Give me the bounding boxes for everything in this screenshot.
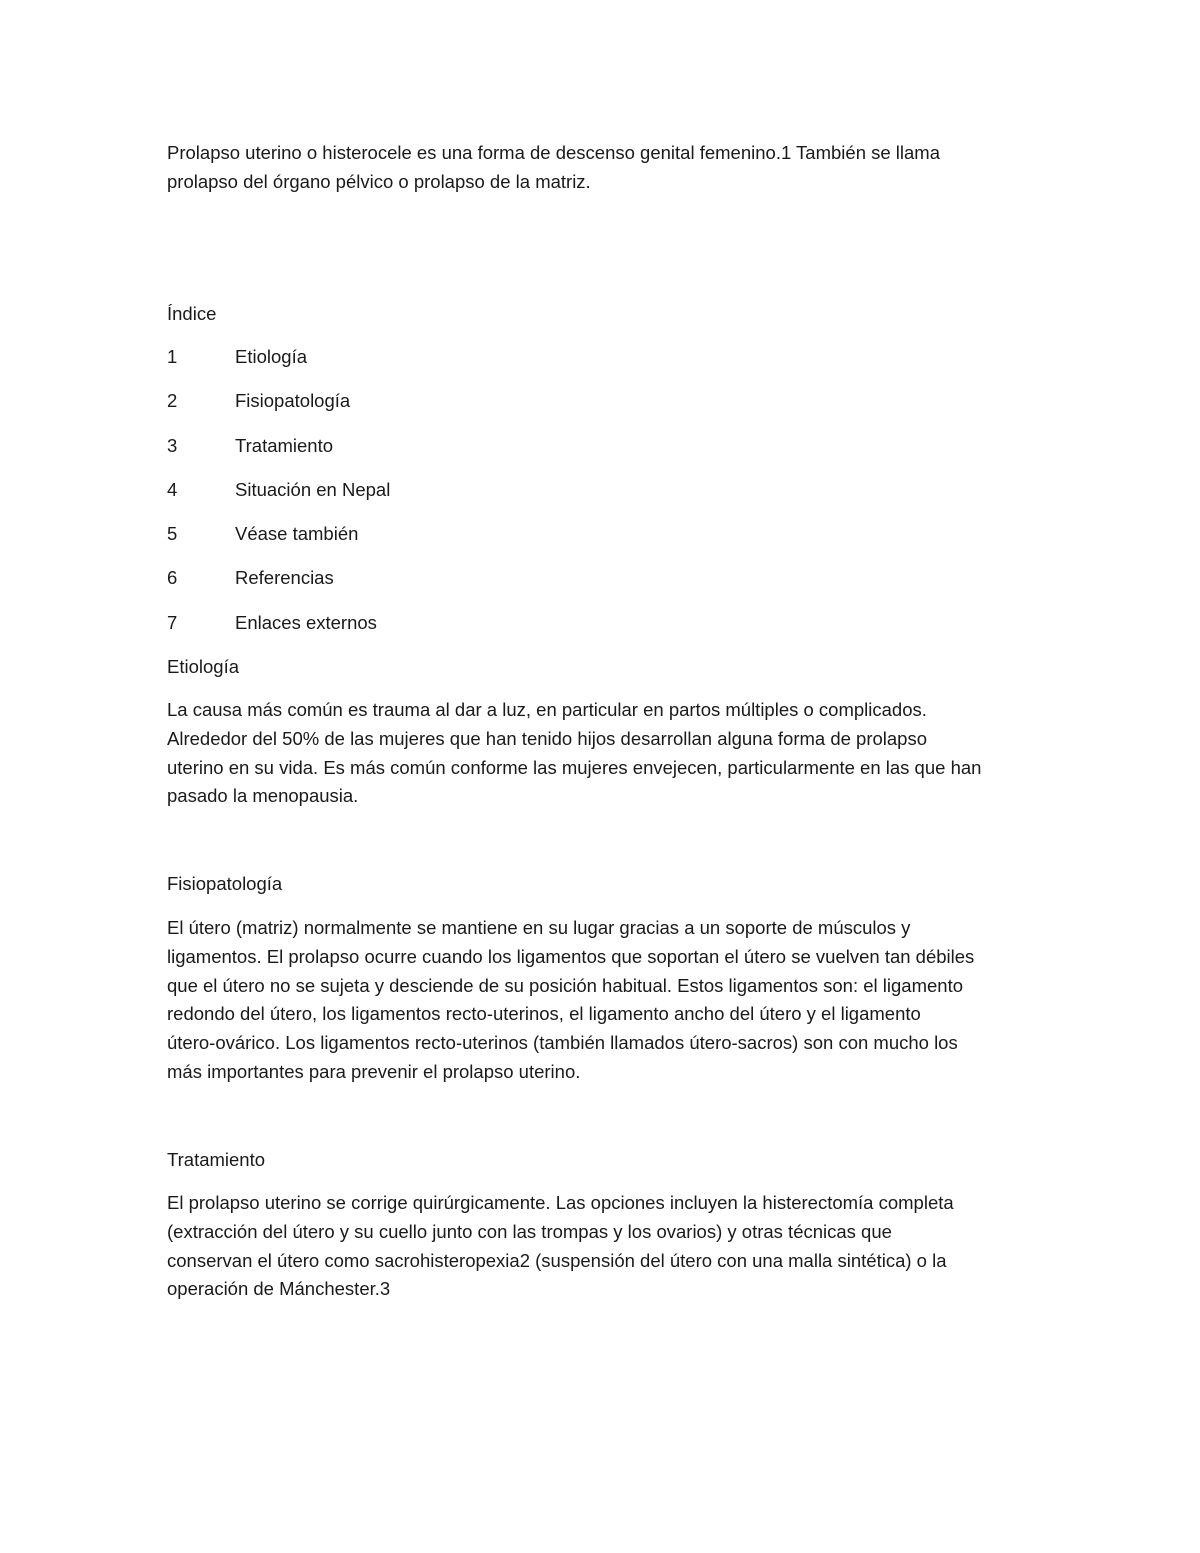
paragraph-line: más importantes para prevenir el prolapso uterino. bbox=[167, 1060, 581, 1082]
paragraph-line: ligamentos. El prolapso ocurre cuando los ligamentos que soportan el útero se vuelven tan débiles bbox=[167, 945, 975, 967]
toc-item-vease-tambien bbox=[167, 520, 767, 548]
paragraph-line: pasado la menopausia. bbox=[167, 785, 359, 807]
section-heading-etiologia: Etiología bbox=[167, 656, 239, 677]
paragraph-line: El prolapso uterino se corrige quirúrgicamente. Las opciones incluyen la histerectomía completa bbox=[167, 1192, 954, 1213]
paragraph-line: La causa más común es trauma al dar a luz, en particular en partos múltiples o complicados. bbox=[167, 699, 927, 720]
intro-paragraph bbox=[167, 139, 1047, 197]
paragraph-line: (extracción del útero y su cuello junto con las trompas y los ovarios) y otras técnicas que bbox=[167, 1220, 892, 1242]
toc-item-label: Etiología bbox=[235, 346, 307, 367]
toc-item-label: Véase también bbox=[235, 523, 359, 544]
toc-title: Índice bbox=[167, 303, 217, 324]
intro-line: Prolapso uterino o histerocele es una forma de descenso genital femenino.1 También se llama bbox=[167, 142, 941, 163]
toc-item-situacion-nepal bbox=[167, 476, 767, 504]
toc-item-label: Referencias bbox=[235, 567, 334, 588]
toc-item-label: Situación en Nepal bbox=[235, 479, 391, 500]
toc-item-label: Enlaces externos bbox=[235, 612, 377, 633]
toc-item-number: 2 bbox=[167, 390, 178, 411]
section-paragraph-tratamiento bbox=[167, 1189, 1047, 1304]
section-heading-fisiopatologia: Fisiopatología bbox=[167, 873, 283, 894]
toc-item-etiologia bbox=[167, 343, 767, 371]
paragraph-line: redondo del útero, los ligamentos recto-uterinos, el ligamento ancho del útero y el ligamento bbox=[167, 1003, 921, 1025]
toc-item-number: 4 bbox=[167, 479, 178, 500]
toc-item-referencias bbox=[167, 564, 767, 592]
paragraph-line: útero-ovárico. Los ligamentos recto-uterinos (también llamados útero-sacros) son con mucho los bbox=[167, 1032, 958, 1054]
paragraph-line: El útero (matriz) normalmente se mantiene en su lugar gracias a un soporte de músculos y bbox=[167, 917, 911, 938]
toc-item-tratamiento bbox=[167, 432, 767, 460]
toc-item-label: Tratamiento bbox=[235, 435, 334, 456]
toc-item-enlaces-externos bbox=[167, 609, 767, 637]
paragraph-line: que el útero no se sujeta y desciende de su posición habitual. Estos ligamentos son: el ligamento bbox=[167, 974, 963, 996]
toc-item-label: Fisiopatología bbox=[235, 390, 351, 411]
toc-item-number: 6 bbox=[167, 567, 178, 588]
toc-item-number: 3 bbox=[167, 435, 178, 456]
toc-item-number: 5 bbox=[167, 523, 178, 544]
toc-item-number: 7 bbox=[167, 612, 178, 633]
paragraph-line: conservan el útero como sacrohisteropexia2 (suspensión del útero con una malla sintética) o la bbox=[167, 1249, 947, 1271]
section-paragraph-fisiopatologia bbox=[167, 914, 1047, 1087]
toc-item-fisiopatologia bbox=[167, 387, 767, 415]
section-heading-tratamiento: Tratamiento bbox=[167, 1149, 266, 1170]
paragraph-line: Alrededor del 50% de las mujeres que han tenido hijos desarrollan alguna forma de prolapso bbox=[167, 727, 928, 749]
intro-line: prolapso del órgano pélvico o prolapso de la matriz. bbox=[167, 170, 591, 192]
paragraph-line: uterino en su vida. Es más común conforme las mujeres envejecen, particularmente en las que han bbox=[167, 756, 982, 778]
paragraph-line: operación de Mánchester.3 bbox=[167, 1278, 391, 1300]
section-paragraph-etiologia bbox=[167, 696, 1047, 811]
toc-item-number: 1 bbox=[167, 346, 178, 367]
